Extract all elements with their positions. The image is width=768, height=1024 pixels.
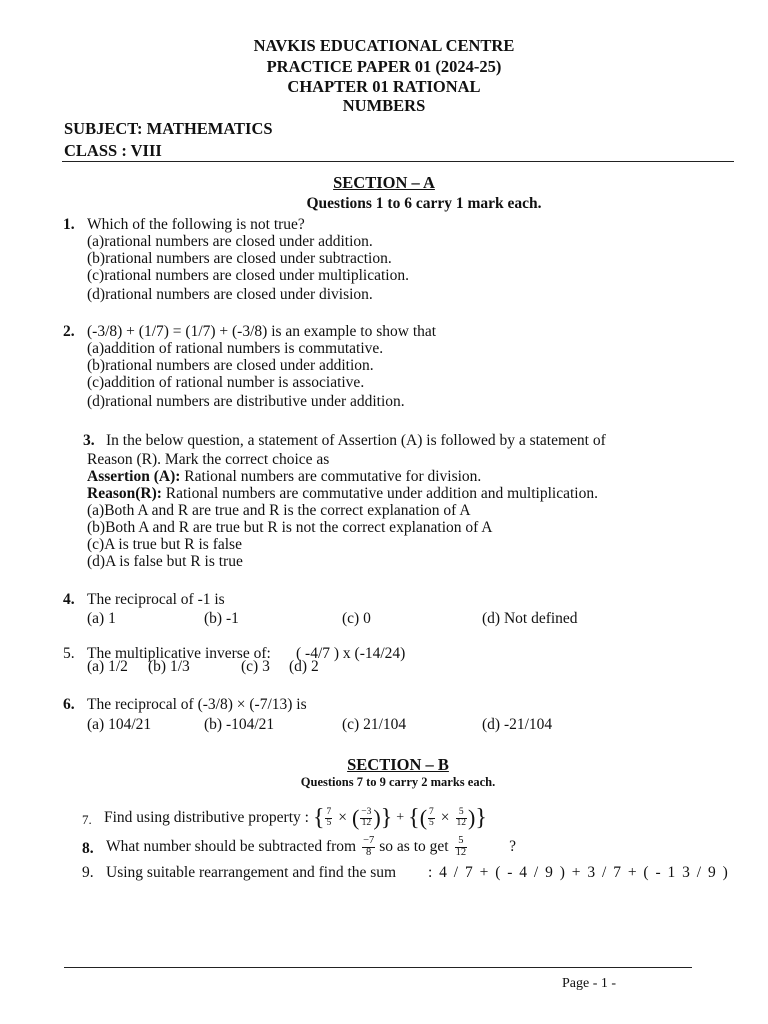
option-d: (d)A is false but R is true [87, 553, 243, 570]
chapter-title-line2: NUMBERS [342, 96, 426, 115]
fraction: $\frac{-7}{8}$ [363, 835, 375, 858]
section-b-title: SECTION – B [347, 755, 449, 774]
question-number: 2. [63, 323, 75, 340]
close-brace: } [475, 804, 487, 831]
question-number: 3. [83, 432, 95, 449]
paper-title: PRACTICE PAPER 01 (2024-25) [266, 57, 502, 76]
option-d: (d) -21/104 [482, 716, 553, 733]
option-b: (b)Both A and R are true but R is not the correct explanation of A [87, 519, 493, 536]
close-paren: ) [373, 804, 381, 830]
page-number: Page - 1 - [562, 976, 617, 991]
question-text-line1: In the below question, a statement of Assertion (A) is followed by a statement of [106, 432, 606, 449]
open-brace: { [408, 804, 420, 831]
question-number: 4. [63, 591, 75, 608]
subject-label: SUBJECT: MATHEMATICS [64, 119, 273, 138]
option-c: (c)addition of rational number is associative. [87, 374, 365, 391]
assertion: Assertion (A): Rational numbers are commutative for division. [87, 468, 482, 485]
plus-symbol: + [396, 810, 405, 826]
option-a: (a)Both A and R are true and R is the correct explanation of A [87, 502, 471, 519]
question-text-line2: Reason (R). Mark the correct choice as [87, 451, 330, 468]
option-c: (c) 0 [342, 610, 371, 627]
section-b-instruction: Questions 7 to 9 carry 2 marks each. [300, 775, 496, 789]
class-label: CLASS : VIII [64, 141, 162, 160]
footer-divider [64, 967, 692, 968]
times-symbol: × [338, 809, 347, 827]
question-expression: : 4 / 7 + ( - 4 / 9 ) + 3 / 7 + ( - 1 3 / 9 ) [428, 864, 730, 881]
school-name: NAVKIS EDUCATIONAL CENTRE [253, 36, 515, 55]
option-a: (a)rational numbers are closed under addition. [87, 233, 373, 250]
option-a: (a) 104/21 [87, 716, 152, 733]
question-text: What number should be subtracted from [106, 838, 357, 856]
question-text: Using suitable rearrangement and find the sum [106, 864, 397, 881]
option-a: (a) 1 [87, 610, 116, 627]
fraction: $\frac{-3}{12}$ [361, 807, 372, 828]
open-paren: ( [351, 804, 360, 830]
option-d: (d)rational numbers are closed under division. [87, 286, 373, 303]
fraction: $\frac{5}{12}$ [456, 807, 467, 828]
question-text-mid: so as to get [379, 838, 449, 856]
question-content [106, 830, 516, 864]
question-number: 9. [82, 864, 94, 881]
close-paren: ) [468, 804, 476, 830]
question-number: 8. [82, 840, 94, 857]
question-mark: ? [509, 838, 516, 856]
question-text: Which of the following is not true? [87, 216, 305, 233]
option-b: (b) 1/3 [148, 658, 190, 675]
option-d: (d) Not defined [482, 610, 578, 627]
question-text: The multiplicative inverse of: [87, 645, 271, 662]
option-d: (d)rational numbers are distributive under addition. [87, 393, 405, 410]
question-text: (-3/8) + (1/7) = (1/7) + (-3/8) is an example to show that [87, 323, 437, 340]
option-c: (c)rational numbers are closed under multiplication. [87, 267, 409, 284]
close-brace: } [380, 804, 393, 831]
fraction: $\frac{5}{12}$ [455, 835, 467, 858]
header-divider [62, 161, 734, 162]
question-number: 6. [63, 696, 75, 713]
option-c: (c)A is true but R is false [87, 536, 242, 553]
option-b: (b)rational numbers are closed under addition. [87, 357, 374, 374]
option-a: (a)addition of rational numbers is commutative. [87, 340, 384, 357]
option-c: (c) 21/104 [342, 716, 407, 733]
question-expression: ( -4/7 ) x (-14/24) [296, 645, 406, 662]
chapter-title-line1: CHAPTER 01 RATIONAL [287, 77, 481, 96]
question-text: The reciprocal of -1 is [87, 591, 225, 608]
question-number: 1. [63, 216, 75, 233]
open-brace: { [312, 804, 325, 831]
open-paren: ( [419, 804, 428, 830]
question-text: Find using distributive property : [104, 809, 309, 827]
option-c: (c) 3 [241, 658, 270, 675]
section-a-instruction: Questions 1 to 6 carry 1 mark each. [306, 195, 542, 212]
question-number: 5. [63, 645, 75, 662]
section-a-title: SECTION – A [333, 173, 435, 192]
question-number: 7. [82, 812, 92, 827]
option-a: (a) 1/2 [87, 658, 128, 675]
fraction: $\frac{7}{5}$ [429, 807, 434, 828]
question-text: The reciprocal of (-3/8) × (-7/13) is [87, 696, 307, 713]
fraction: $\frac{7}{5}$ [326, 807, 332, 828]
option-b: (b) -104/21 [204, 716, 275, 733]
option-d: (d) 2 [289, 658, 319, 675]
reason: Reason(R): Rational numbers are commutative under addition and multiplication. [87, 485, 598, 502]
option-b: (b) -1 [204, 610, 239, 627]
times-symbol: × [440, 809, 450, 827]
option-b: (b)rational numbers are closed under subtraction. [87, 250, 392, 267]
